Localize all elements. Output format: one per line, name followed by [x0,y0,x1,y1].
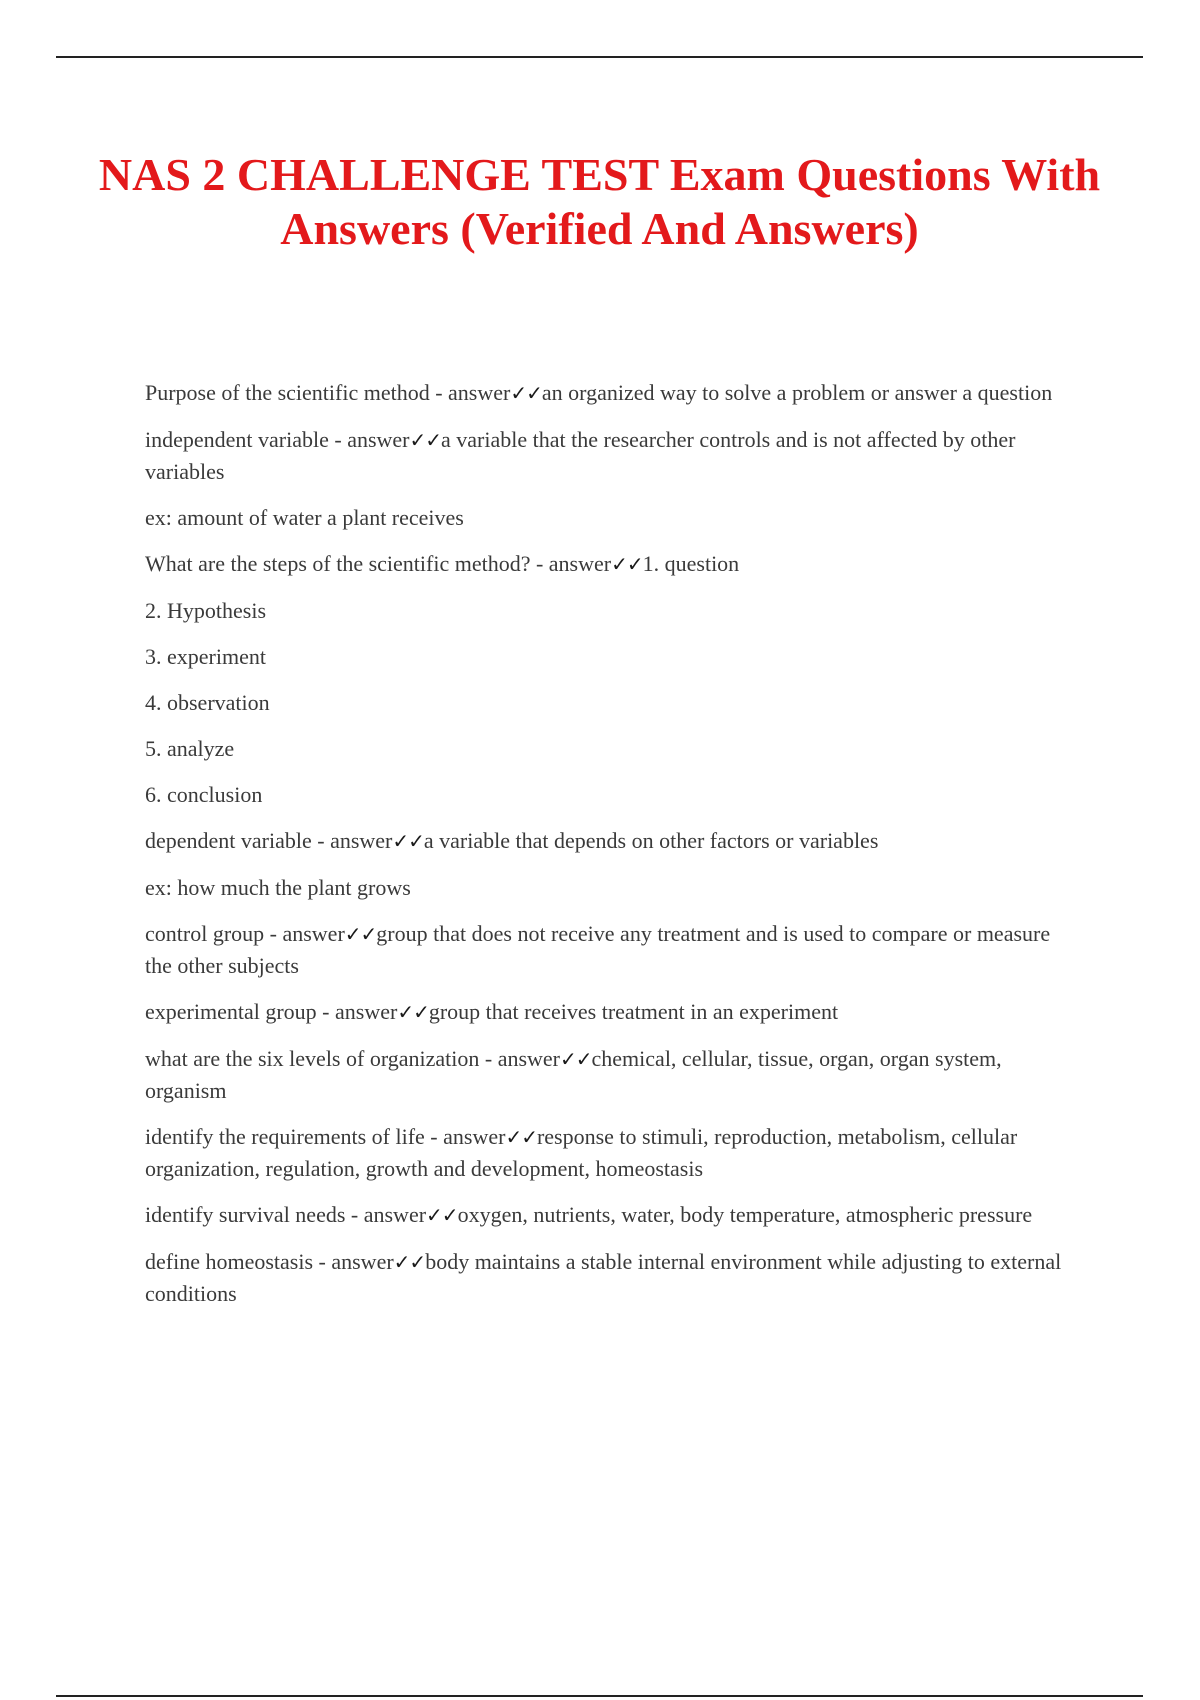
answer-text: group that receives treatment in an experiment [428,999,839,1024]
question-text: define homeostasis - [145,1249,332,1274]
check-icon: ✓✓ [397,1000,429,1024]
text-line: 6. conclusion [145,782,263,807]
answer-label: answer [363,1202,427,1227]
answer-label: answer [497,1046,561,1071]
check-icon: ✓✓ [611,552,643,576]
question-text: control group - [145,921,283,946]
answer-label: answer [282,921,345,946]
text-line: 4. observation [145,690,270,715]
check-icon: ✓✓ [392,829,424,853]
qa-item-scientific-method-steps [145,548,1080,580]
answer-text: response to stimuli, reproduction, metabolism, cellular organization, regulation, growth and development, homeostasis [145,1124,1018,1181]
answer-label: answer [548,551,612,576]
check-icon: ✓✓ [426,1203,458,1227]
check-icon: ✓✓ [344,922,377,946]
check-icon: ✓✓ [505,1125,537,1149]
top-divider [56,56,1143,58]
qa-item-dependent-variable [145,825,1080,857]
qa-item-levels-of-organization [145,1043,1080,1106]
answer-text: chemical, cellular, tissue, organ, organ system, organism [145,1046,1002,1103]
answer-text: group that does not receive any treatment and is used to compare or measure the other subjects [145,921,1051,978]
document-body [145,377,1080,1324]
answer-label: answer [330,828,393,853]
answer-text: a variable that the researcher controls and is not affected by other variables [145,427,1016,484]
question-text: independent variable - [145,427,348,452]
answer-text: 1. question [642,551,740,576]
qa-item-requirements-of-life [145,1121,1080,1184]
text-line: 3. experiment [145,644,266,669]
question-text: what are the six levels of organization - [145,1046,498,1071]
text-line: ex: how much the plant grows [145,875,411,900]
check-icon: ✓✓ [560,1047,592,1071]
question-text: What are the steps of the scientific method? - [145,551,549,576]
answer-label: answer [331,1249,394,1274]
answer-label: answer [443,1124,506,1149]
question-text: identify survival needs - [145,1202,364,1227]
answer-label: answer [335,999,398,1024]
question-text: Purpose of the scientific method - [145,380,449,405]
answer-text: body maintains a stable internal environment while adjusting to external conditions [145,1249,1062,1306]
answer-label: answer [448,380,511,405]
question-text: dependent variable - [145,828,331,853]
answer-text: a variable that depends on other factors or variables [423,828,879,853]
qa-item-homeostasis [145,1246,1080,1309]
text-line: 5. analyze [145,736,235,761]
text-line: ex: amount of water a plant receives [145,505,464,530]
qa-item-survival-needs [145,1199,1080,1231]
text-line: 2. Hypothesis [145,598,266,623]
question-text: experimental group - [145,999,335,1024]
question-text: identify the requirements of life - [145,1124,444,1149]
bottom-divider [56,1695,1143,1697]
qa-item-scientific-method-purpose [145,377,1080,409]
answer-label: answer [347,427,410,452]
document-title: NAS 2 CHALLENGE TEST Exam Questions With Answers (Verified And Answers) [98,149,1101,254]
check-icon: ✓✓ [510,381,542,405]
qa-item-independent-variable [145,424,1080,487]
check-icon: ✓✓ [393,1250,426,1274]
answer-text: oxygen, nutrients, water, body temperature, atmospheric pressure [457,1202,1033,1227]
answer-text: an organized way to solve a problem or answer a question [541,380,1053,405]
check-icon: ✓✓ [409,428,442,452]
qa-item-control-group [145,918,1080,981]
qa-item-experimental-group [145,996,1080,1028]
